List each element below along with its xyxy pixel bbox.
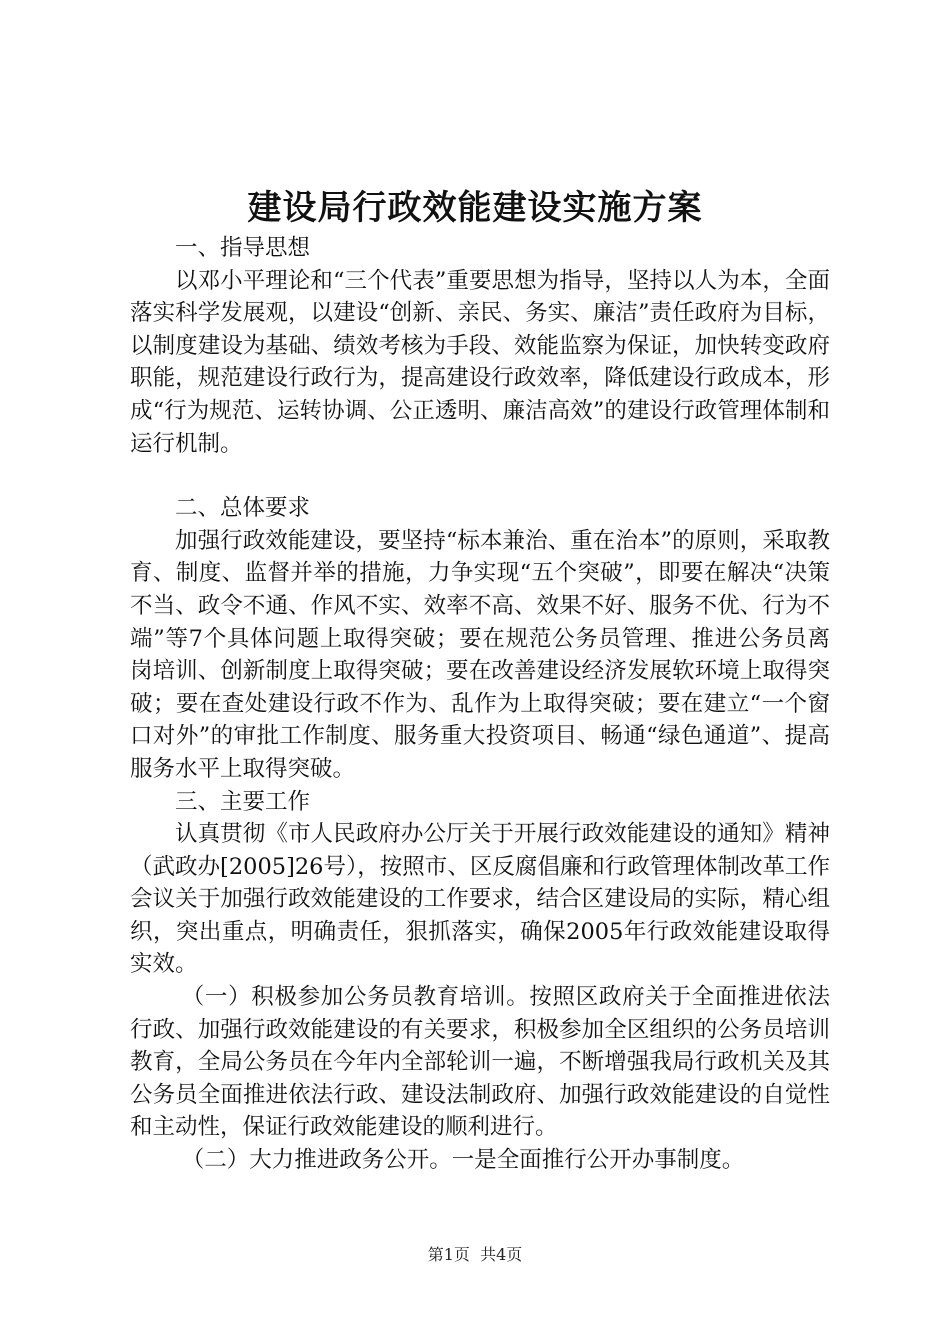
page-number: 第1页 [427,1245,470,1264]
paragraph-4: （一）积极参加公务员教育培训。按照区政府关于全面推进依法行政、加强行政效能建设的有关要求，积极参加全区组织的公务员培训教育，全局公务员在今年内全部轮训一遍，不断增强我局行政机关及其公务员全面推进依法行政、建设法制政府、加强行政效能建设的自觉性和主动性，保证行政效能建设的顺利进行。 [130,984,830,1141]
document-title: 建设局行政效能建设实施方案 [247,188,703,228]
paragraph-3: 认真贯彻《市人民政府办公厅关于开展行政效能建设的通知》精神（武政办[2005]26号），按照市、区反腐倡廉和行政管理体制改革工作会议关于加强行政效能建设的工作要求，结合区建设局的实际，精心组织，突出重点，明确责任，狠抓落实，确保2005年行政效能建设取得实效。 [130,821,830,978]
page-footer [0,1244,950,1266]
paragraph-5: （二）大力推进政务公开。一是全面推行公开办事制度。 [181,1147,745,1174]
page-total: 共4页 [480,1245,523,1264]
section-heading-3: 三、主要工作 [175,788,311,815]
paragraph-1: 以邓小平理论和“三个代表”重要思想为指导，坚持以人为本，全面落实科学发展观，以建设“创新、亲民、务实、廉洁”责任政府为目标，以制度建设为基础、绩效考核为手段、效能监察为保证，加快转变政府职能，规范建设行政行为，提高建设行政效率，降低建设行政成本，形成“行为规范、运转协调、公正透明、廉洁高效”的建设行政管理体制和运行机制。 [130,267,830,457]
document-body [130,232,830,1177]
section-heading-1: 一、指导思想 [175,235,311,261]
paragraph-2: 加强行政效能建设，要坚持“标本兼治、重在治本”的原则，采取教育、制度、监督并举的措施，力争实现“五个突破”，即要在解决“决策不当、政令不通、作风不实、效率不高、效果不好、服务不优、行为不端”等7个具体问题上取得突破；要在规范公务员管理、推进公务员离岗培训、创新制度上取得突破；要在改善建设经济发展软环境上取得突破；要在查处建设行政不作为、乱作为上取得突破；要在建立“一个窗口对外”的审批工作制度、服务重大投资项目、畅通“绿色通道”、提高服务水平上取得突破。 [130,527,830,782]
paragraph-gap [130,460,830,492]
section-heading-2: 二、总体要求 [175,495,311,522]
